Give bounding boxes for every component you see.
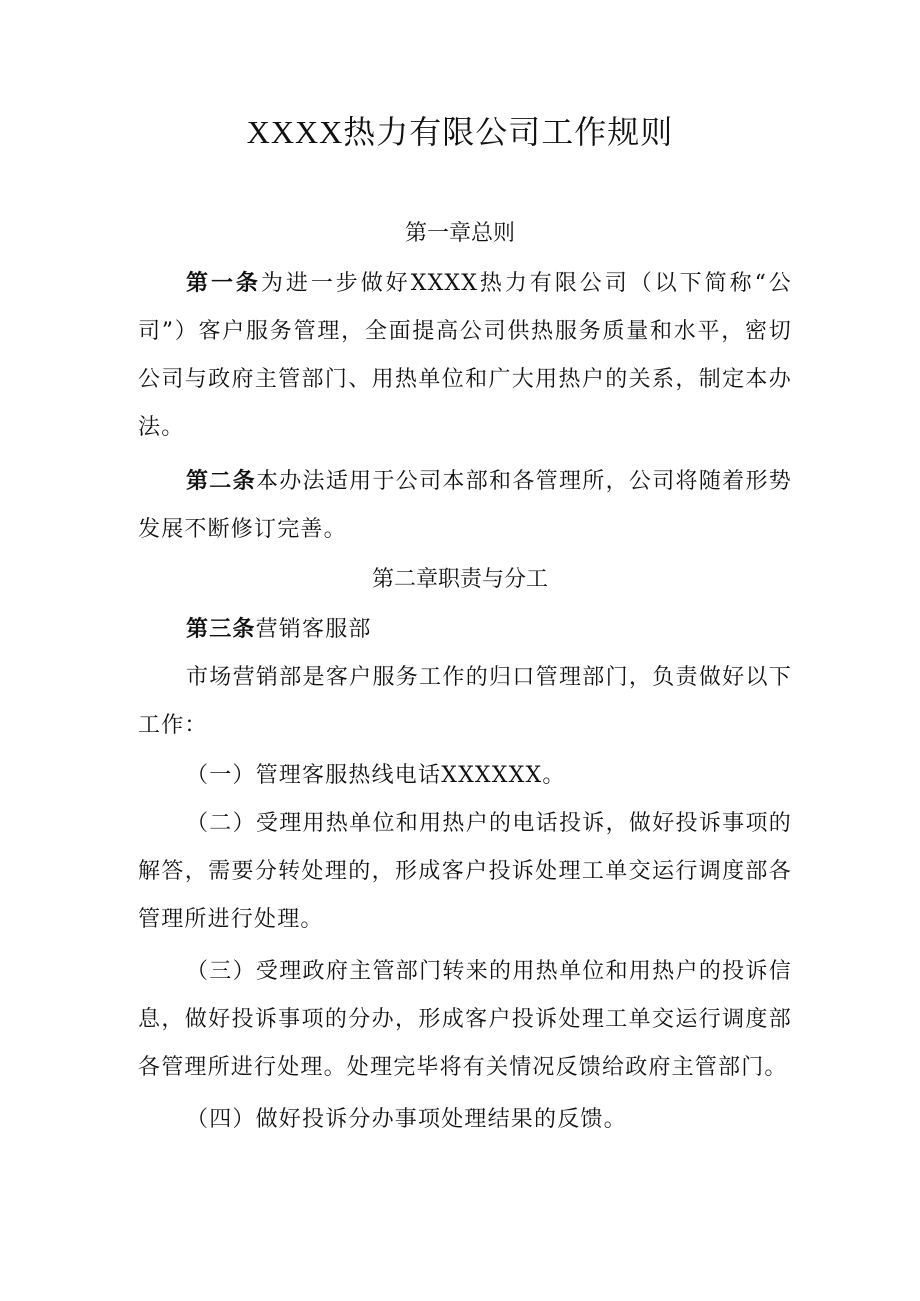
article-2-text: 本办法适用于公司本部和各管理所，公司将随着形势发展不断修订完善。 [138, 469, 792, 542]
chapter-2-heading: 第二章职责与分工 [371, 567, 548, 592]
duty-item-4: （四）做好投诉分办事项处理结果的反馈。 [186, 1107, 627, 1132]
article-3-text: 营销客服部 [255, 617, 372, 642]
article-3-paragraph [138, 606, 792, 654]
article-3-label: 第三条 [186, 617, 256, 642]
article-2-label: 第二条 [186, 469, 256, 494]
article-3-intro: 市场营销部是客户服务工作的归口管理部门，负责做好以下工作： [138, 665, 792, 738]
duty-item-2: （二）受理用热单位和用热户的电话投诉，做好投诉事项的解答，需要分转处理的，形成客户投诉处理工单交运行调度部各管理所进行处理。 [138, 811, 792, 932]
chapter-1-heading: 第一章总则 [404, 221, 515, 246]
article-1-paragraph [138, 260, 792, 452]
article-1-label: 第一条 [186, 271, 261, 296]
article-2-paragraph [138, 458, 792, 554]
document-title: XXXX热力有限公司工作规则 [246, 114, 674, 150]
article-1-text: 为进一步做好XXXX热力有限公司（以下简称“公司”）客户服务管理，全面提高公司供热服务质量和水平，密切公司与政府主管部门、用热单位和广大用热户的关系，制定本办法。 [138, 271, 792, 440]
duty-item-1: （一）管理客服热线电话XXXXXX。 [186, 763, 566, 788]
duty-item-3: （三）受理政府主管部门转来的用热单位和用热户的投诉信息，做好投诉事项的分办，形成客户投诉处理工单交运行调度部各管理所进行处理。处理完毕将有关情况反馈给政府主管部门。 [138, 959, 792, 1080]
